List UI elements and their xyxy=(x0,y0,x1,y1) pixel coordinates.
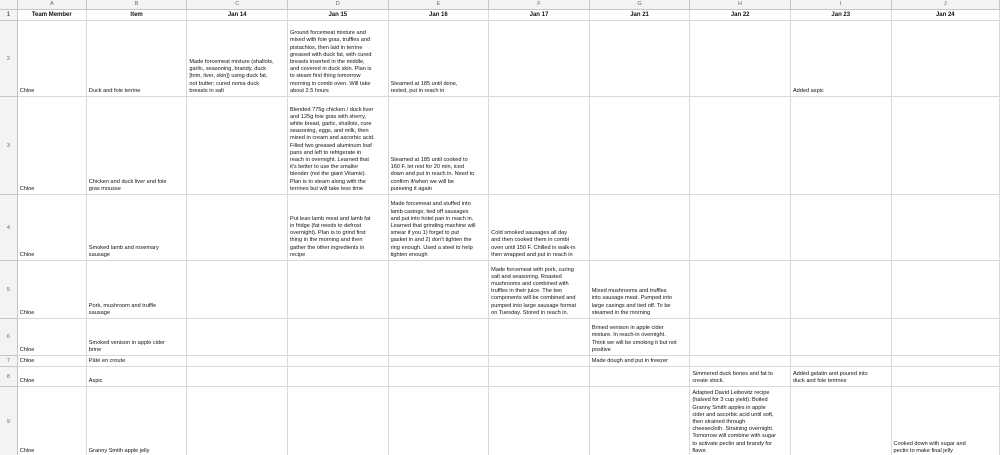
table-cell[interactable] xyxy=(18,21,87,97)
table-cell[interactable] xyxy=(791,97,892,195)
table-cell[interactable] xyxy=(187,319,288,356)
table-cell[interactable] xyxy=(489,21,590,97)
table-cell[interactable] xyxy=(87,97,188,195)
table-cell[interactable] xyxy=(87,21,188,97)
table-cell[interactable] xyxy=(18,367,87,387)
table-cell[interactable] xyxy=(18,356,87,367)
table-row xyxy=(0,195,1000,261)
table-cell[interactable] xyxy=(590,367,691,387)
cell-text: Pâté en croute xyxy=(88,357,126,364)
table-cell[interactable] xyxy=(288,387,389,455)
table-cell[interactable] xyxy=(87,195,188,261)
header-cell[interactable]: Jan 14 xyxy=(187,10,288,21)
table-cell[interactable] xyxy=(690,319,791,356)
table-cell[interactable] xyxy=(690,97,791,195)
cell-text: Adapted David Leibovitz recipe (halved for 3 cup yield). Boiled Granny Smith apples in apple cider and ascorbic acid until soft, then strained through cheesecloth. Straining overnight. Tomorrow will combine with sugar to activate pectin and brandy for flavor. xyxy=(692,390,776,454)
table-cell[interactable] xyxy=(389,387,490,455)
table-row xyxy=(0,356,1000,367)
table-cell[interactable] xyxy=(187,97,288,195)
table-cell[interactable] xyxy=(590,97,691,195)
table-cell[interactable] xyxy=(590,356,691,367)
column-header-d[interactable]: D xyxy=(288,0,389,10)
table-cell[interactable] xyxy=(187,367,288,387)
column-header-b[interactable]: B xyxy=(87,0,188,10)
table-cell[interactable] xyxy=(288,367,389,387)
header-cell[interactable]: Jan 24 xyxy=(892,10,1000,21)
column-header-c[interactable]: C xyxy=(187,0,288,10)
table-cell[interactable] xyxy=(892,319,1000,356)
cell-text: Added aspic xyxy=(792,87,824,94)
row-number[interactable]: 8 xyxy=(0,367,18,387)
table-cell[interactable] xyxy=(489,367,590,387)
table-cell[interactable] xyxy=(590,261,691,319)
table-cell[interactable] xyxy=(389,261,490,319)
column-header-a[interactable]: A xyxy=(18,0,87,10)
cell-text: Simmered duck bones and fat to create stock. xyxy=(692,370,773,384)
table-cell[interactable] xyxy=(892,195,1000,261)
table-cell[interactable] xyxy=(18,261,87,319)
table-cell[interactable] xyxy=(489,261,590,319)
select-all-corner[interactable] xyxy=(0,0,18,10)
cell-text: Made forcemeat mixture (shallots, garlic, seasoning, brandy, duck [trim, liver, skin]) using duck fat, not butter; cured noma duck breasts in salt xyxy=(189,58,274,94)
cell-text: Cooked down with sugar and pectin to make final jelly xyxy=(893,440,966,454)
cell-text: Chloe xyxy=(19,87,35,94)
column-header-h[interactable]: H xyxy=(690,0,791,10)
cell-text: Chloe xyxy=(19,447,35,454)
cell-text: Mixed mushrooms and truffles into sausage meat. Pumped into large casings and tied off. To be steamed in the morning xyxy=(591,288,672,316)
table-cell[interactable] xyxy=(489,387,590,455)
table-cell[interactable] xyxy=(18,387,87,455)
row-number[interactable]: 4 xyxy=(0,195,18,261)
row-number[interactable]: 1 xyxy=(0,10,18,21)
header-cell[interactable]: Jan 16 xyxy=(389,10,490,21)
table-cell[interactable] xyxy=(489,195,590,261)
table-cell[interactable] xyxy=(892,21,1000,97)
table-row xyxy=(0,261,1000,319)
table-cell[interactable] xyxy=(288,195,389,261)
cell-text: Chloe xyxy=(19,377,35,384)
cell-text: Chloe xyxy=(19,357,35,364)
table-cell[interactable] xyxy=(389,367,490,387)
cell-text: Brined venison in apple cider mixture. In reach-in overnight. Think we will be smoking it but not positive xyxy=(591,325,677,353)
cell-text: Cold smoked sausages all day and then cooked them in combi oven until 150 F. Chilled in walk-in then wrapped and put in reach in xyxy=(491,230,576,258)
cell-text: Duck and foie terrine xyxy=(88,87,141,94)
table-row xyxy=(0,367,1000,387)
table-cell[interactable] xyxy=(791,356,892,367)
column-header-bar xyxy=(0,0,1000,10)
table-cell[interactable] xyxy=(288,356,389,367)
cell-text: Added gelatin and poured into duck and foie terrines xyxy=(792,370,868,384)
table-cell[interactable] xyxy=(892,97,1000,195)
column-header-j[interactable]: J xyxy=(892,0,1000,10)
table-cell[interactable] xyxy=(187,387,288,455)
table-cell[interactable] xyxy=(791,195,892,261)
table-cell[interactable] xyxy=(87,319,188,356)
cell-text: Put lean lamb meat and lamb fat in fridge (fat needs to defrost overnight). Plan is to grind first thing in the morning and then gather the other ingredients in recipe xyxy=(289,215,371,258)
table-cell[interactable] xyxy=(690,21,791,97)
cell-text: Chicken and duck liver and foie gras mousse xyxy=(88,178,167,192)
row-number[interactable]: 7 xyxy=(0,356,18,367)
header-cell[interactable]: Jan 21 xyxy=(590,10,691,21)
table-cell[interactable] xyxy=(389,21,490,97)
cell-text: Chloe xyxy=(19,251,35,258)
table-cell[interactable] xyxy=(87,367,188,387)
table-cell[interactable] xyxy=(87,387,188,455)
table-cell[interactable] xyxy=(288,261,389,319)
cell-text: Granny Smith apple jelly xyxy=(88,447,150,454)
table-cell[interactable] xyxy=(18,319,87,356)
table-cell[interactable] xyxy=(590,21,691,97)
column-header-e[interactable]: E xyxy=(389,0,490,10)
row-number[interactable]: 9 xyxy=(0,387,18,455)
table-cell[interactable] xyxy=(892,356,1000,367)
cell-text: Steamed at 185 until cooked to 160 F, let rest for 20 min, iced down and put in reach in. Need to confirm if/when we will be pureeing it again xyxy=(390,156,475,192)
table-cell[interactable] xyxy=(791,387,892,455)
cell-text: Steamed at 185 until done, rested, put in reach in xyxy=(390,80,458,94)
table-cell[interactable] xyxy=(791,367,892,387)
table-cell[interactable] xyxy=(892,367,1000,387)
table-cell[interactable] xyxy=(389,195,490,261)
table-cell[interactable] xyxy=(690,261,791,319)
table-cell[interactable] xyxy=(590,195,691,261)
table-row xyxy=(0,387,1000,455)
table-cell[interactable] xyxy=(690,356,791,367)
header-cell[interactable]: Jan 17 xyxy=(489,10,590,21)
row-number[interactable]: 2 xyxy=(0,21,18,97)
table-row xyxy=(0,21,1000,97)
table-cell[interactable] xyxy=(389,356,490,367)
header-cell[interactable]: Jan 15 xyxy=(288,10,389,21)
table-cell[interactable] xyxy=(288,319,389,356)
row-number[interactable]: 3 xyxy=(0,97,18,195)
table-row xyxy=(0,97,1000,195)
table-cell[interactable] xyxy=(690,387,791,455)
cell-text: Chloe xyxy=(19,185,35,192)
header-cell[interactable]: Team Member xyxy=(18,10,87,21)
table-cell[interactable] xyxy=(590,319,691,356)
table-cell[interactable] xyxy=(690,367,791,387)
table-cell[interactable] xyxy=(18,195,87,261)
table-row xyxy=(0,319,1000,356)
table-cell[interactable] xyxy=(389,97,490,195)
header-cell[interactable]: Jan 23 xyxy=(791,10,892,21)
cell-text: Made dough and put in freezer xyxy=(591,357,668,364)
table-cell[interactable] xyxy=(791,319,892,356)
table-cell[interactable] xyxy=(187,195,288,261)
table-cell[interactable] xyxy=(489,97,590,195)
cell-text: Made forcemeat with pork, curing salt and seasoning. Roasted mushrooms and combined with truffles in their juice. The two components will be combined and pumped into large sausage format on Tuesday. Stored in reach in. xyxy=(491,266,577,316)
cell-text: Chloe xyxy=(19,309,35,316)
cell-text: Smoked venison in apple cider brine xyxy=(88,339,165,353)
table-cell[interactable] xyxy=(791,21,892,97)
table-cell[interactable] xyxy=(892,387,1000,455)
cell-text: Made forcemeat and stuffed into lamb casings; tied off sausages and put into hotel pan in reach in. Learned that grinding machine will smear if you 1) forget to put gasket in and 2) don't tighten the ring enough. Used a steel to help tighten enough xyxy=(390,201,476,258)
row-number[interactable]: 6 xyxy=(0,319,18,356)
cell-text: Pork, mushroom and truffle sausage xyxy=(88,302,157,316)
column-header-g[interactable]: G xyxy=(590,0,691,10)
row-number[interactable]: 5 xyxy=(0,261,18,319)
cell-text: Chloe xyxy=(19,346,35,353)
table-cell[interactable] xyxy=(18,97,87,195)
table-cell[interactable] xyxy=(288,97,389,195)
header-cell[interactable]: Jan 22 xyxy=(690,10,791,21)
table-cell[interactable] xyxy=(791,261,892,319)
table-cell[interactable] xyxy=(288,21,389,97)
table-cell[interactable] xyxy=(389,319,490,356)
table-cell[interactable] xyxy=(187,21,288,97)
table-cell[interactable] xyxy=(489,319,590,356)
cell-text: Ground forcemeat mixture and mixed with foie gras, truffles and pistachios, then laid in terrine greased with duck fat, with cured breasts inserted in the middle, and covered in duck skin. Plan is to steam first thing tomorrow morning in combi oven. Will take about 2.5 hours xyxy=(289,30,372,94)
cell-text: Smoked lamb and rosemary sausage xyxy=(88,244,159,258)
table-cell[interactable] xyxy=(87,356,188,367)
column-header-i[interactable]: I xyxy=(791,0,892,10)
table-cell[interactable] xyxy=(187,356,288,367)
column-header-f[interactable]: F xyxy=(489,0,590,10)
table-cell[interactable] xyxy=(489,356,590,367)
table-cell[interactable] xyxy=(187,261,288,319)
header-cell[interactable]: Item xyxy=(87,10,188,21)
table-cell[interactable] xyxy=(87,261,188,319)
cell-text: Aspic xyxy=(88,377,103,384)
header-row xyxy=(0,10,1000,21)
table-cell[interactable] xyxy=(690,195,791,261)
table-cell[interactable] xyxy=(590,387,691,455)
cell-text: Blended 775g chicken / duck liver and 125g foie gras with sherry, white bread, garlic, shallots, cure seasoning, eggs, and milk, then mixed in cream and ascorbic acid. Filled two greased aluminum loaf pans and left to refrigerate in reach in overnight. Learned that it's better to use the smaller blender (not the giant Vitamix). Plan is to steam along with the terrines but will take less time xyxy=(289,106,375,192)
table-cell[interactable] xyxy=(892,261,1000,319)
